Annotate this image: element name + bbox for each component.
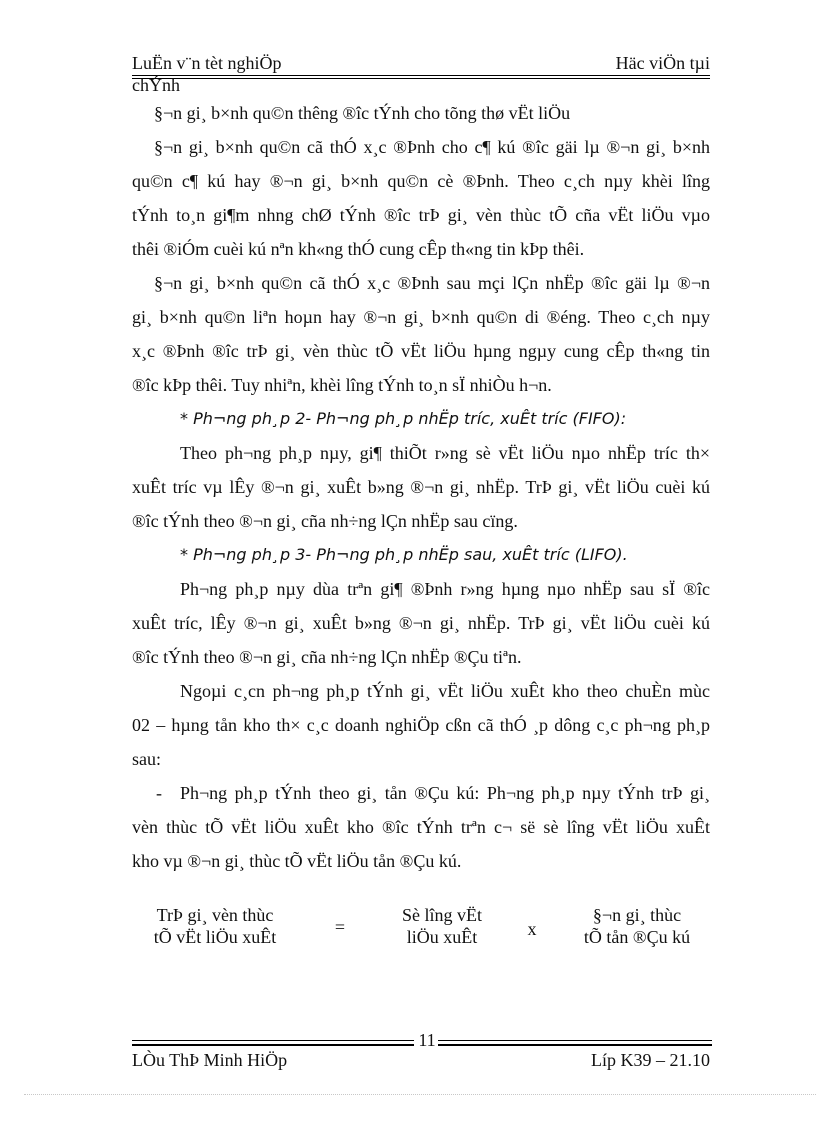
equals-sign: = — [334, 917, 346, 937]
text-line: sau: — [132, 749, 161, 769]
method-heading: * Ph¬ng ph¸p 3- Ph¬ng ph¸p nhËp sau, xuÊt tríc (LIFO). — [180, 545, 628, 564]
page-number: 11 — [418, 1030, 436, 1050]
formula-right-term — [552, 904, 710, 948]
text-line: §¬n gi¸ b×nh qu©n thêng ®îc tÝnh cho tõng thø vËt liÖu — [154, 103, 571, 123]
header-left-title: LuËn v¨n tèt nghiÖp — [132, 53, 282, 73]
text-line: x¸c ®Þnh ®îc trÞ gi¸ vèn thùc tÕ vËt liÖu hµng ngµy cung cÊp th«ng tin — [132, 341, 710, 361]
text-line: Theo ph¬ng ph¸p nµy, gi¶ thiÕt r»ng sè vËt liÖu nµo nhËp tríc th× — [180, 443, 710, 463]
footer-divider-left — [132, 1040, 414, 1046]
formula-right-line: §¬n gi¸ thùc — [592, 905, 682, 925]
formula-left-line: tÕ vËt liÖu xuÊt — [153, 927, 277, 947]
multiply-sign: x — [527, 919, 537, 939]
text-line: vèn thùc tÕ vËt liÖu xuÊt kho ®îc tÝnh trªn c¬ së sè lîng vËt liÖu xuÊt — [132, 817, 710, 837]
bullet-line — [132, 776, 710, 810]
text-line: Ngoµi c¸cn ph¬ng ph¸p tÝnh gi¸ vËt liÖu xuÊt kho theo chuÈn mùc — [180, 681, 710, 701]
method-heading: * Ph¬ng ph¸p 2- Ph¬ng ph¸p nhËp tríc, xuÊt tríc (FIFO): — [180, 409, 627, 428]
footer-author: LÒu ThÞ Minh HiÖp — [132, 1050, 288, 1070]
text-line: Ph¬ng ph¸p tÝnh theo gi¸ tån ®Çu kú: Ph¬ng ph¸p nµy tÝnh trÞ gi¸ — [180, 783, 710, 803]
text-line: thêi ®iÓm cuèi kú nªn kh«ng thÓ cung cÊp th«ng tin kÞp thêi. — [132, 239, 585, 259]
formula-middle-term — [372, 904, 512, 948]
text-line: chÝnh — [132, 75, 180, 95]
text-line: §¬n gi¸ b×nh qu©n cã thÓ x¸c ®Þnh cho c¶ kú ®îc gäi lµ ®¬n gi¸ b×nh — [154, 137, 710, 157]
text-line: xuÊt tríc, lÊy ®¬n gi¸ xuÊt b»ng ®¬n gi¸ nhËp. TrÞ gi¸ vËt liÖu cuèi kú — [132, 613, 710, 633]
text-line: ®îc tÝnh theo ®¬n gi¸ cña nh÷ng lÇn nhËp ®Çu tiªn. — [132, 647, 522, 667]
formula-left-term — [132, 904, 298, 948]
page-header — [132, 52, 710, 74]
footer-divider-right — [438, 1040, 712, 1046]
text-line: kho vµ ®¬n gi¸ thùc tÕ vËt liÖu tån ®Çu kú. — [132, 851, 462, 871]
valuation-formula — [132, 900, 710, 960]
text-line: xuÊt tríc vµ lÊy ®¬n gi¸ xuÊt b»ng ®¬n gi¸ nhËp. TrÞ gi¸ vËt liÖu cuèi kú — [132, 477, 710, 497]
document-body — [132, 74, 710, 878]
footer-class: Líp K39 – 21.10 — [591, 1050, 710, 1070]
text-line: qu©n c¶ kú hay ®¬n gi¸ b×nh qu©n cè ®Þnh. Theo c¸ch nµy khèi lîng — [132, 171, 710, 191]
text-line: Ph¬ng ph¸p nµy dùa trªn gi¶ ®Þnh r»ng hµng nµo nhËp sau sÏ ®îc — [180, 579, 710, 599]
formula-middle-line: liÖu xuÊt — [406, 927, 478, 947]
text-line: gi¸ b×nh qu©n liªn hoµn hay ®¬n gi¸ b×nh qu©n di ®éng. Theo c¸ch nµy — [132, 307, 710, 327]
text-line: ®îc kÞp thêi. Tuy nhiªn, khèi lîng tÝnh to¸n sÏ nhiÒu h¬n. — [132, 375, 552, 395]
formula-left-line: TrÞ gi¸ vèn thùc — [156, 905, 274, 925]
text-line: ®îc tÝnh theo ®¬n gi¸ cña nh÷ng lÇn nhËp sau cïng. — [132, 511, 518, 531]
page-bottom-edge — [24, 1094, 816, 1095]
text-line: tÝnh to¸n gi¶m nhng chØ tÝnh ®îc trÞ gi¸ vèn thùc tÕ cña vËt liÖu vµo — [132, 205, 710, 225]
text-line: §¬n gi¸ b×nh qu©n cã thÓ x¸c ®Þnh sau mçi lÇn nhËp ®îc gäi lµ ®¬n — [154, 273, 710, 293]
formula-right-line: tÕ tån ®Çu kú — [583, 927, 691, 947]
text-line: 02 – hµng tån kho th× c¸c doanh nghiÖp cßn cã thÓ ¸p dông c¸c ph¬ng ph¸p — [132, 715, 710, 735]
page-footer — [132, 1050, 710, 1071]
header-right-title: Häc viÖn tµi — [615, 53, 710, 73]
formula-middle-line: Sè lîng vËt — [402, 905, 482, 925]
bullet-dash: - — [156, 783, 162, 803]
